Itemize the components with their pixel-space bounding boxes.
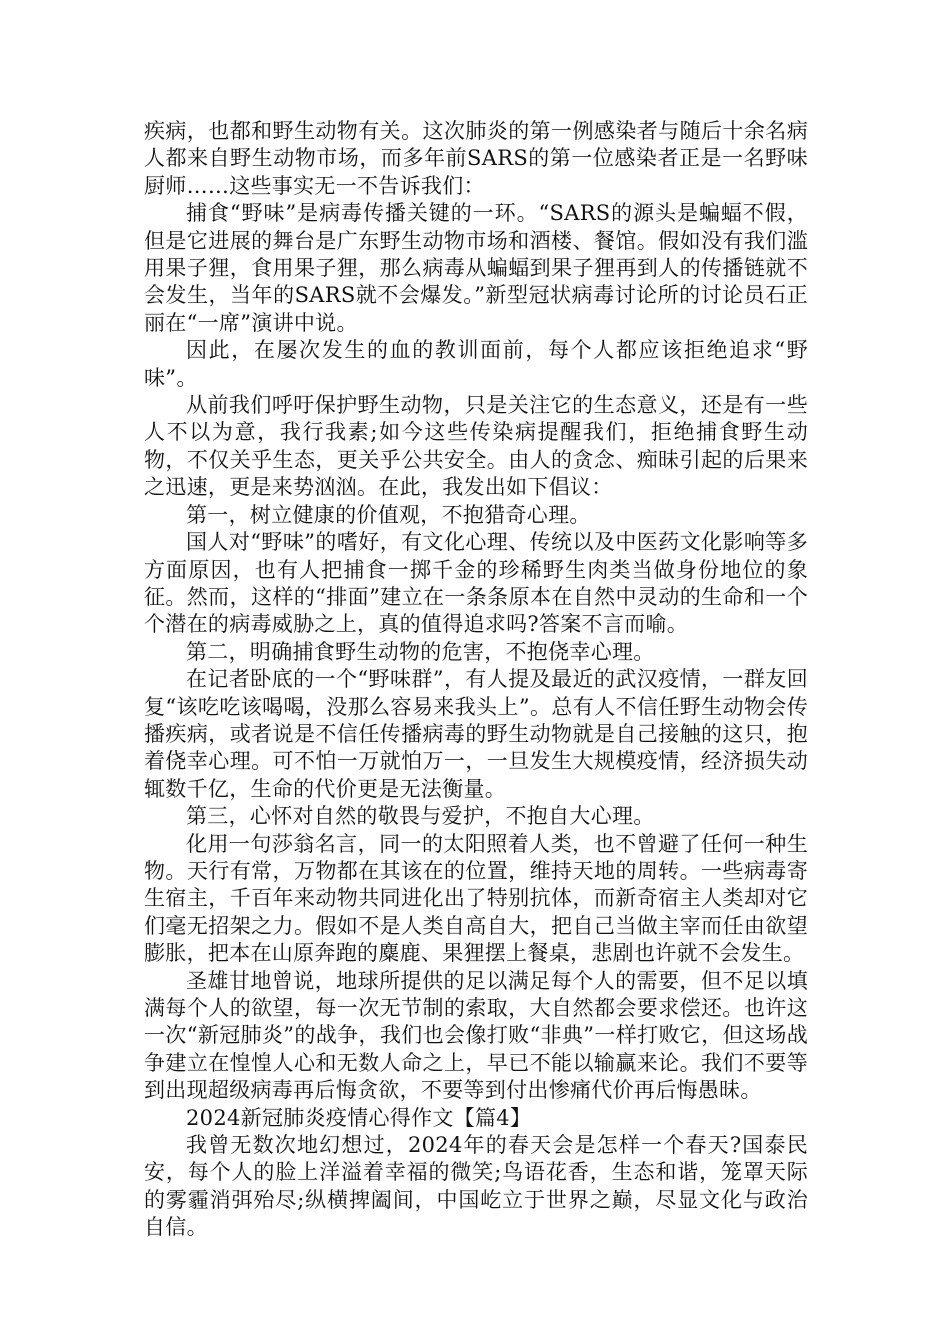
point-two-heading: 第二，明确捕食野生动物的危害，不抱侥幸心理。 (186, 639, 655, 664)
document-body (144, 118, 808, 1242)
paragraph-reject-game: 因此，在屡次发生的血的教训面前，每个人都应该拒绝追求“野味”。 (144, 338, 808, 390)
paragraph-spring: 我曾无数次地幻想过，2024年的春天会是怎样一个春天?国泰民安，每个人的脸上洋溢着幸福的微笑;鸟语花香，生态和谐，笼罩天际的雾霾消弭殆尽;纵横捭阖间，中国屹立于世界之巅，尽显文化与政治自信。 (144, 1133, 808, 1240)
section-heading-part4: 2024新冠肺炎疫情心得作文【篇4】 (186, 1105, 532, 1130)
point-three-body: 化用一句莎翁名言，同一的太阳照着人类，也不曾避了任何一种生物。天行有常，万物都在其该在的位置，维持天地的周转。一些病毒寄生宿主，千百年来动物共同进化出了特别抗体，而新奇宿主人类却对它们毫无招架之力。假如不是人类自高自大，把自己当做主宰而任由欲望膨胀，把本在山原奔跑的麋鹿、果狸摆上餐桌，悲剧也许就不会发生。 (144, 831, 808, 966)
paragraph-gandhi: 圣雄甘地曾说，地球所提供的足以满足每个人的需要，但不足以填满每个人的欲望，每一次无节制的索取，大自然都会要求偿还。也许这一次“新冠肺炎”的战争，我们也会像打败“非典”一样打败它，但这场战争建立在惶惶人心和无数人命之上，早已不能以输赢来论。我们不要等到出现超级病毒再后悔贪欲，不要等到付出惨痛代价再后悔愚昧。 (144, 968, 808, 1103)
point-one-heading: 第一，树立健康的价值观，不抱猎奇心理。 (186, 502, 591, 527)
point-one-body: 国人对“野味”的嗜好，有文化心理、传统以及中医药文化影响等多方面原因，也有人把捕食一掷千金的珍稀野生肉类当做身份地位的象征。然而，这样的“排面”建立在一条条原本在自然中灵动的生命和一个个潜在的病毒威胁之上，真的值得追求吗?答案不言而喻。 (144, 530, 808, 637)
paragraph-sars-quote: 捕食“野味”是病毒传播关键的一环。“SARS的源头是蝙蝠不假，但是它进展的舞台是广东野生动物市场和酒楼、餐馆。假如没有我们滥用果子狸，食用果子狸，那么病毒从蝙蝠到果子狸再到人的传播链就不会发生，当年的SARS就不会爆发。”新型冠状病毒讨论所的讨论员石正丽在“一席”演讲中说。 (144, 201, 808, 335)
point-three-heading: 第三，心怀对自然的敬畏与爱护，不抱自大心理。 (186, 804, 655, 829)
paragraph-intro: 疾病，也都和野生动物有关。这次肺炎的第一例感染者与随后十余名病人都来自野生动物市场，而多年前SARS的第一位感染者正是一名野味厨师……这些事实无一不告诉我们： (144, 119, 808, 198)
point-two-body: 在记者卧底的一个“野味群”，有人提及最近的武汉疫情，一群友回复“该吃吃该喝喝，没那么容易来我头上”。总有人不信任野生动物会传播疾病，或者说是不信任传播病毒的野生动物就是自己接触的这只，抱着侥幸心理。可不怕一万就怕万一，一旦发生大规模疫情，经济损失动辄数千亿，生命的代价更是无法衡量。 (144, 667, 808, 801)
paragraph-proposal: 从前我们呼吁保护野生动物，只是关注它的生态意义，还是有一些人不以为意，我行我素;如今这些传染病提醒我们，拒绝捕食野生动物，不仅关乎生态，更关乎公共安全。由人的贪念、痴昧引起的后果来之迅速，更是来势汹汹。在此，我发出如下倡议： (144, 393, 808, 500)
